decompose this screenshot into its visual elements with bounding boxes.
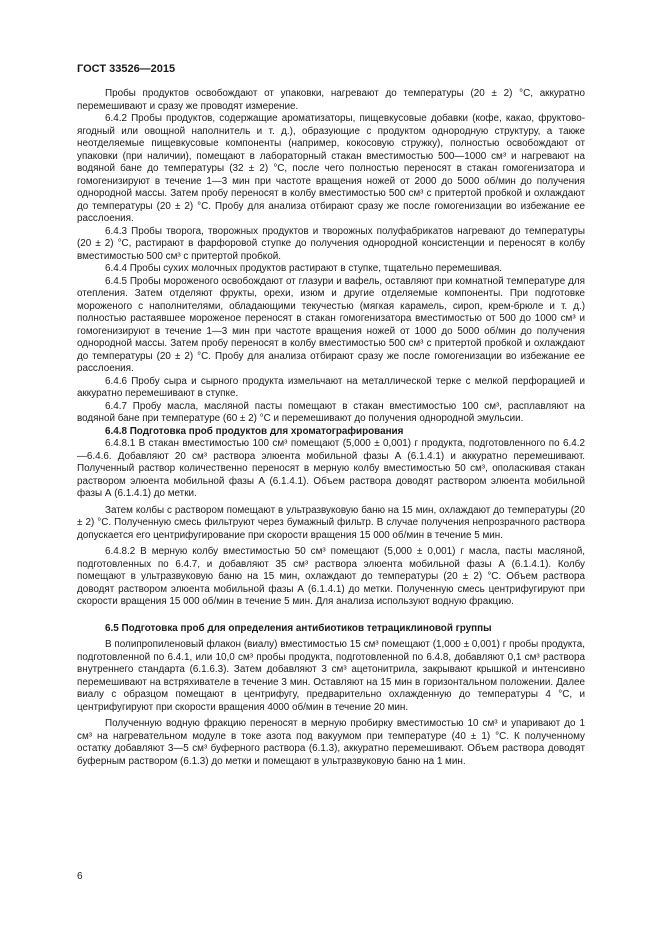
paragraph-6-4-7: 6.4.7 Пробу масла, масляной пасты помещают в стакан вместимостью 100 см³, расплавляют на водяной бане при температуре (60 ± 2) °С и перемешивают до получения однородной эмульсии. — [77, 400, 585, 424]
page-number: 6 — [77, 871, 83, 882]
paragraph-6-4-5: 6.4.5 Пробы мороженого освобождают от глазури и вафель, оставляют при комнатной температуре для отепления. Затем отделяют фрукты, орехи, изюм и другие отделяемые компоненты. При подготовке мороженого с наполнителями, обладающими текучестью (мягкая карамель, сироп, крем-брюле и т. д.) полностью растаявшее мороженое переносят в стакан гомогенизатора вместимостью от 500 до 1000 см³ и гомогенизируют в течение 1—3 мин при частоте вращения ножей от 1000 до 5000 об/мин до получения однородной массы. Затем пробу переносят в колбу вместимостью 500 см³ с притертой пробкой и охлаждают до температуры (20 ± 2) °С. Пробу для анализа отбирают сразу же после гомогенизации во избежание ее расслоения. — [77, 275, 585, 374]
paragraph-6-4-6: 6.4.6 Пробу сыра и сырного продукта измельчают на металлической терке с мелкой перфорацией и аккуратно перемешивают в ступке. — [77, 375, 585, 399]
paragraph-aqueous-fraction: Полученную водную фракцию переносят в мерную пробирку вместимостью 10 см³ и упаривают до 1 см³ на нагревательном модуле в токе азота под вакуумом при температуре (40 ± 1) °С. К полученному остатку добавляют 3—5 см³ буферного раствора (6.1.3), аккуратно перемешивают. Объем раствора доводят буферным раствором (6.1.3) до метки и помещают в ультразвуковую баню на 1 мин. — [77, 718, 585, 767]
document-body — [77, 88, 585, 768]
paragraph-6-4-8-2: 6.4.8.2 В мерную колбу вместимостью 50 см³ помещают (5,000 ± 0,001) г масла, пасты масляной, подготовленных по 6.4.7, и добавляют 35 см³ раствора элюента мобильной фазы А (6.1.4.1). Колбу помещают в ультразвуковую баню на 15 мин, охлаждают до температуры (20 ± 2) °С. Объем раствора доводят раствором элюента мобильной фазы А (6.1.4.1) до метки. Полученную смесь центрифугируют при скорости вращения 15 000 об/мин в течение 5 мин. Для анализа используют водную фракцию. — [77, 546, 585, 607]
paragraph-6-4-8-1: 6.4.8.1 В стакан вместимостью 100 см³ помещают (5,000 ± 0,001) г продукта, подготовленного по 6.4.2—6.4.6. Добавляют 20 см³ раствора элюента мобильной фазы А (6.1.4.1) и аккуратно перемешивают. Полученный раствор количественно переносят в мерную колбу вместимостью 50 см³, ополаскивая стакан раствором элюента мобильной фазы А (6.1.4.1). Объем раствора доводят раствором элюента мобильной фазы А (6.1.4.1) до метки. — [77, 438, 585, 499]
document-header: ГОСТ 33526—2015 — [77, 63, 176, 75]
paragraph-6-4-3: 6.4.3 Пробы творога, творожных продуктов и творожных полуфабрикатов нагревают до температуры (20 ± 2) °С, растирают в фарфоровой ступке до получения однородной консистенции и переносят в колбу вместимостью 500 см³ с притертой пробкой. — [77, 225, 585, 262]
paragraph-vial: В полипропиленовый флакон (виалу) вместимостью 15 см³ помещают (1,000 ± 0,001) г пробы продукта, подготовленной по 6.4.1, или 10,0 см³ пробы продукта, подготовленной по 6.4.8, добавляют 0,1 см³ раствора внутреннего стандарта (6.1.6.3). Затем добавляют 3 см³ ацетонитрила, закрывают крышкой и интенсивно перемешивают на встряхивателе в течение 3 мин. Оставляют на 15 мин в горизонтальном положении. Далее виалу с образцом помещают в центрифугу, предварительно охлажденную до температуры 4 °С, и центрифугируют при скорости вращения 4000 об/мин в течение 20 мин. — [77, 639, 585, 713]
paragraph-centrifuge: Затем колбы с раствором помещают в ультразвуковую баню на 15 мин, охлаждают до температуры (20 ± 2) °С. Полученную смесь фильтруют через бумажный фильтр. В случае получения непрозрачного раствора допускается его центрифугирование при скорости вращения 15 000 об/мин в течение 5 мин. — [77, 504, 585, 541]
heading-6-4-8: 6.4.8 Подготовка проб продуктов для хроматографирования — [105, 425, 404, 437]
paragraph-6-4-4: 6.4.4 Пробы сухих молочных продуктов растирают в ступке, тщательно перемешивая. — [105, 263, 503, 274]
paragraph-intro: Пробы продуктов освобождают от упаковки, нагревают до температуры (20 ± 2) °С, аккуратно перемешивают и сразу же проводят измерение. — [77, 88, 585, 112]
paragraph-6-4-2: 6.4.2 Пробы продуктов, содержащие ароматизаторы, пищевкусовые добавки (кофе, какао, фруктово-ягодный или овощной наполнитель и т. д.), образующие с продуктом однородную структуру, а также неотделяемые пищевкусовые компоненты (например, кокосовую стружку), полностью освобождают от упаковки (при наличии), помещают в лабораторный стакан вместимостью 500—1000 см³ и нагревают на водяной бане до температуры (32 ± 2) °С, после чего полностью переносят в стакан гомогенизатора и гомогенизируют в течение 1—3 мин при частоте вращения ножей от 2000 до 5000 об/мин до получения однородной массы. Затем пробу переносят в колбу вместимостью 500 см³ с притертой пробкой и охлаждают до температуры (20 ± 2) °С. Пробу для анализа отбирают сразу же после гомогенизации во избежание ее расслоения. — [77, 113, 585, 224]
heading-6-5: 6.5 Подготовка проб для определения антибиотиков тетрациклиновой группы — [105, 622, 492, 634]
